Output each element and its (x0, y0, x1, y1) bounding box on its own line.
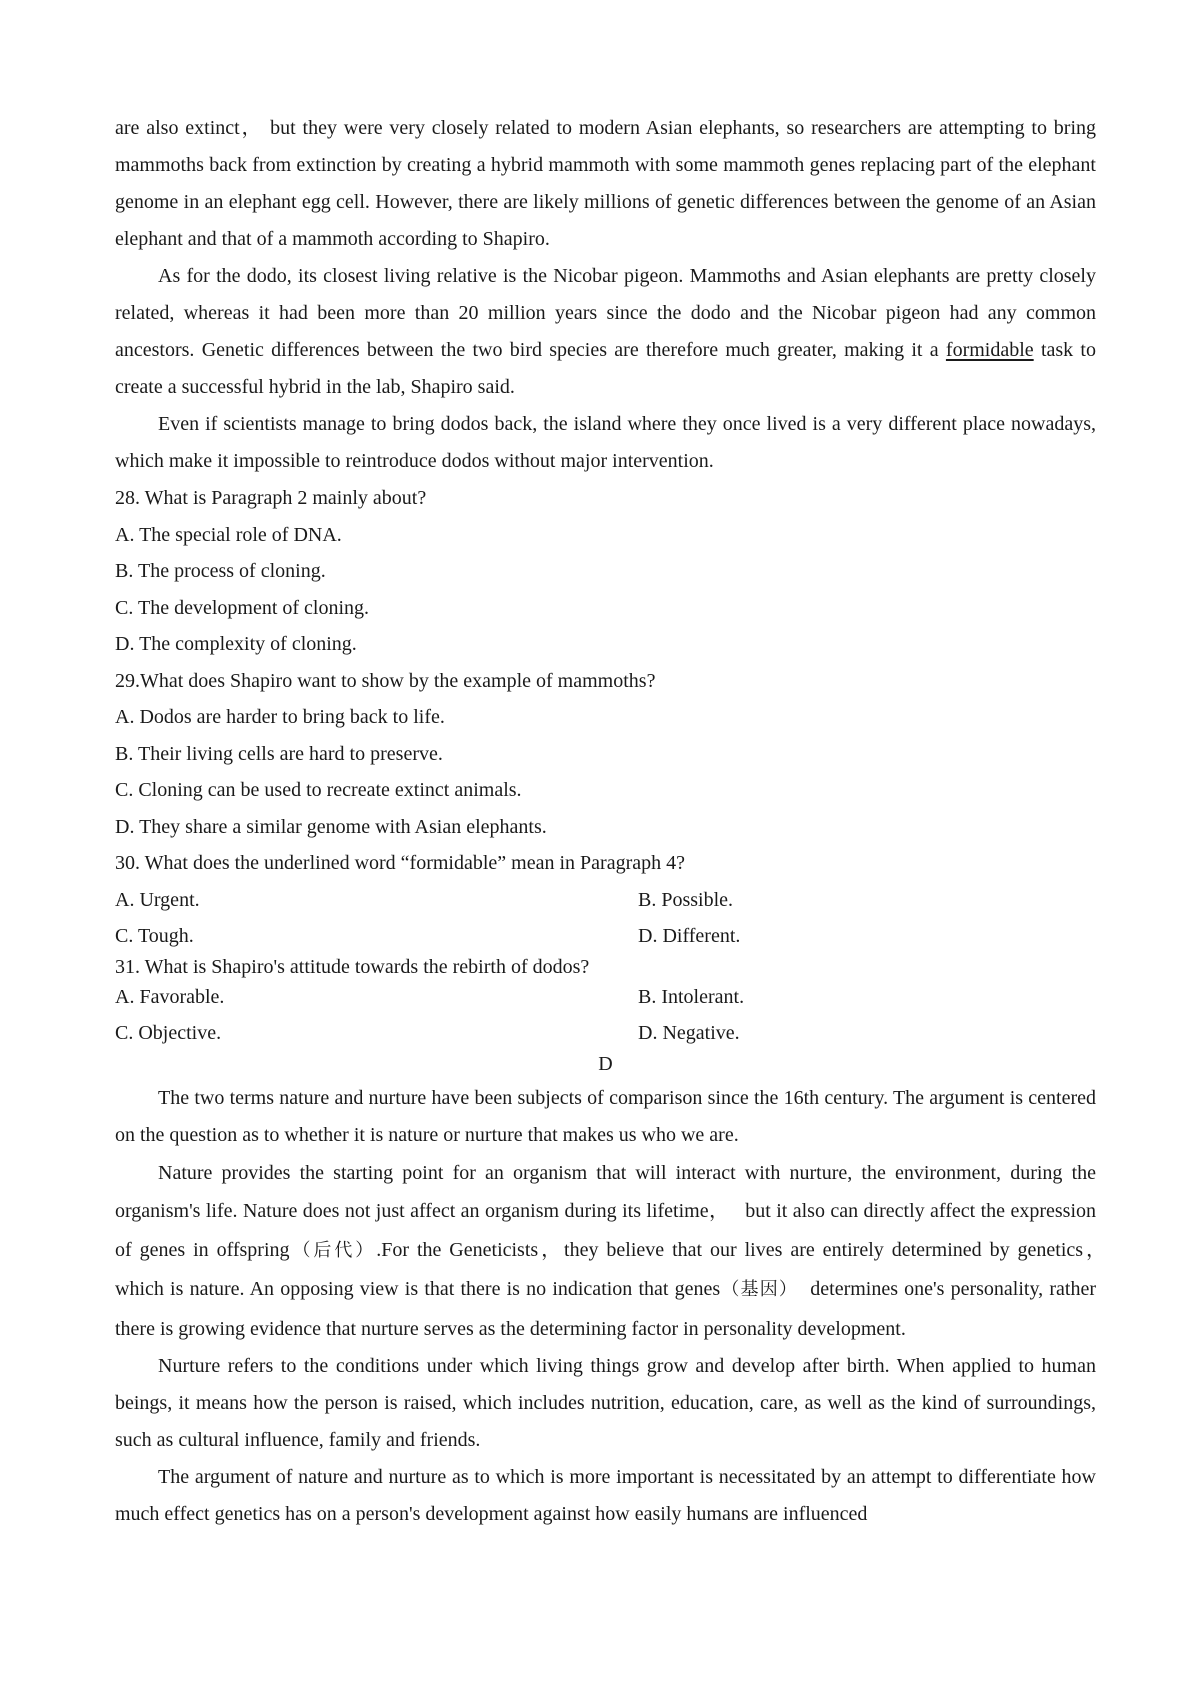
question-30-option-d: D. Different. (638, 925, 741, 947)
question-31-options-row-1 (115, 979, 1096, 1016)
question-31-option-c: C. Objective. (115, 1022, 222, 1044)
question-28-option-b: B. The process of cloning. (115, 560, 326, 582)
passage-c-paragraph-2-text-a: As for the dodo, its closest living relative is the Nicobar pigeon. Mammoths and Asian elephants are pretty closely related, whereas it had been more than 20 million years since the dodo and the Nicobar pigeon had any common ancestors. Genetic differences between the two bird species are therefore much greater, making it a (115, 265, 1096, 361)
question-29-option-b: B. Their living cells are hard to preserve. (115, 742, 443, 765)
question-29-option-c: C. Cloning can be used to recreate extinct animals. (115, 779, 522, 801)
chinese-gloss-offspring: （后代） (289, 1239, 377, 1261)
question-28-option-d: D. The complexity of cloning. (115, 633, 357, 655)
passage-c-paragraph-2 (115, 258, 1096, 406)
passage-d-heading: D (598, 1052, 613, 1075)
question-30-option-a: A. Urgent. (115, 888, 200, 911)
passage-c-paragraph-1: are also extinct， but they were very closely related to modern Asian elephants, so researchers are attempting to bring mammoths back from extinction by creating a hybrid mammoth with some mammoth genes replacing part of the elephant genome in an elephant egg cell. However, there are likely millions of genetic differences between the genome of an Asian elephant and that of a mammoth according to Shapiro. (115, 117, 1096, 250)
passage-c-paragraph-2-text-b: task to create a successful hybrid in the lab, Shapiro said. (115, 339, 1096, 398)
question-31-option-b: B. Intolerant. (638, 985, 745, 1008)
question-30 (115, 845, 1096, 955)
question-28-option-c: C. The development of cloning. (115, 596, 370, 619)
question-29-option-d: D. They share a similar genome with Asian elephants. (115, 815, 547, 838)
underlined-word-formidable: formidable (945, 339, 1034, 361)
chinese-gloss-genes: （基因） (720, 1279, 790, 1300)
question-31-stem: 31. What is Shapiro's attitude towards the rebirth of dodos? (115, 955, 590, 978)
passage-d-paragraph-2 (115, 1154, 1117, 1349)
passage-c-paragraph-3: Even if scientists manage to bring dodos back, the island where they once lived is a very different place nowadays, which make it impossible to reintroduce dodos without major intervention. (115, 413, 1096, 472)
passage-d-paragraph-1: The two terms nature and nurture have been subjects of comparison since the 16th century. The argument is centered on the question as to whether it is nature or nurture that makes us who we are. (115, 1086, 1096, 1146)
question-30-options-row-2 (115, 918, 1096, 955)
question-30-option-b: B. Possible. (638, 888, 734, 911)
question-29 (115, 663, 1096, 846)
question-28 (115, 480, 1096, 663)
passage-d-paragraph-4: The argument of nature and nurture as to which is more important is necessitated by an attempt to differentiate how much effect genetics has on a person's development against how easily humans are influenced (115, 1466, 1096, 1525)
question-31-option-a: A. Favorable. (115, 985, 225, 1008)
question-30-stem: 30. What does the underlined word “formidable” mean in Paragraph 4? (115, 852, 685, 874)
passage-d-paragraph-2-text-c: determines one's personality, rather there is growing evidence that nurture serves as the determining factor in personality development. (115, 1278, 1096, 1340)
passage-d-paragraph-2-text-a: Nature provides the starting point for an organism that will interact with nurture, the environment, during the organism's life. Nature does not just affect an organism during its lifetime， but it also can directly affect the expression of genes in offspring (115, 1161, 1096, 1261)
question-29-option-a: A. Dodos are harder to bring back to life. (115, 706, 445, 728)
question-31 (115, 955, 1096, 1052)
question-29-stem: 29.What does Shapiro want to show by the example of mammoths? (115, 669, 656, 692)
question-31-options-row-2 (115, 1015, 1096, 1052)
passage-d-paragraph-3: Nurture refers to the conditions under which living things grow and develop after birth. When applied to human beings, it means how the person is raised, which includes nutrition, education, care, as well as the kind of surroundings, such as cultural influence, family and friends. (115, 1355, 1096, 1451)
question-30-options-row-1 (115, 882, 1096, 919)
question-28-option-a: A. The special role of DNA. (115, 523, 342, 546)
question-30-option-c: C. Tough. (115, 925, 194, 947)
passage-d-paragraph-2-text-b: .For the Geneticists，they believe that our lives are entirely determined by genetics， which is nature. An opposing view is that there is no indication that genes (115, 1238, 1117, 1300)
question-31-option-d: D. Negative. (638, 1022, 740, 1044)
question-28-stem: 28. What is Paragraph 2 mainly about? (115, 487, 427, 509)
